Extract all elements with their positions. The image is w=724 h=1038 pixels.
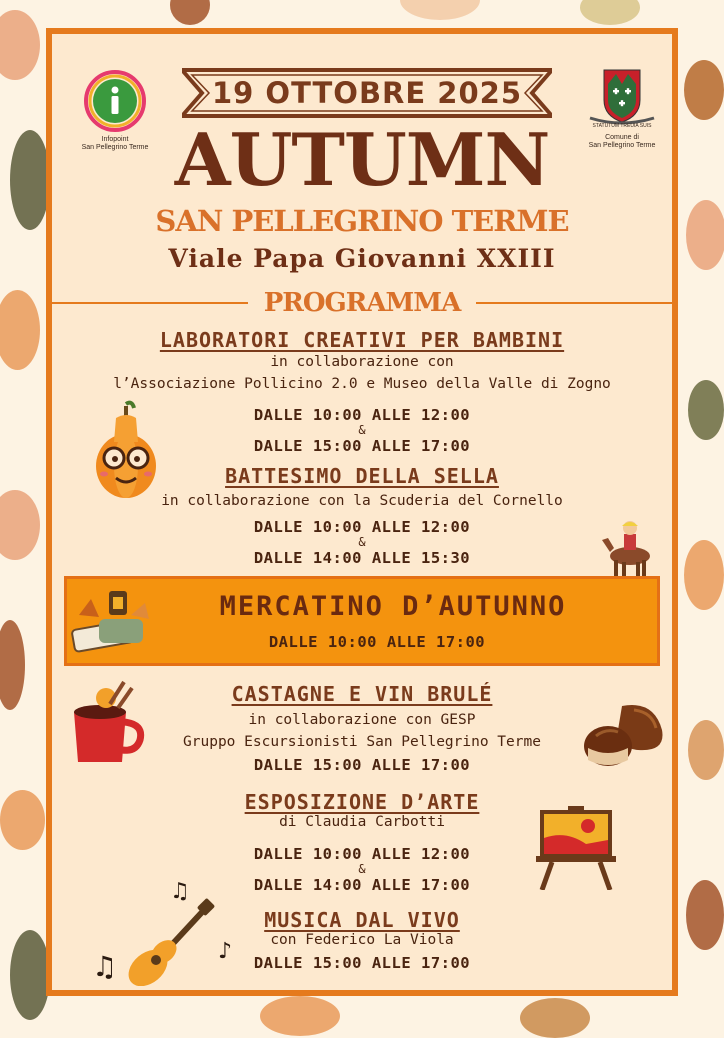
comune-label-2: San Pellegrino Terme — [588, 142, 656, 149]
leaf-decoration — [0, 10, 40, 80]
esposizione-amp: & — [358, 862, 366, 876]
mercatino-title: MERCATINO D’AUTUNNO — [219, 591, 567, 622]
battesimo-time1: DALLE 10:00 ALLE 12:00 — [253, 518, 471, 536]
battesimo-title: BATTESIMO DELLA SELLA — [225, 464, 499, 488]
mercatino-box — [64, 576, 660, 666]
castagne-sub2: Gruppo Escursionisti San Pellegrino Terme — [183, 734, 541, 750]
coat-of-arms-icon — [580, 66, 664, 128]
laboratori-title: LABORATORI CREATIVI PER BAMBINI — [159, 328, 565, 352]
guitar-icon — [88, 874, 238, 986]
leaf-decoration — [684, 60, 724, 120]
svg-text:♫: ♫ — [92, 950, 118, 983]
leaf-decoration — [0, 620, 25, 710]
leaf-decoration — [260, 996, 340, 1036]
musica-time1: DALLE 15:00 ALLE 17:00 — [253, 954, 471, 972]
infopoint-label-1: Infopoint — [101, 136, 129, 143]
mercatino-time1: DALLE 10:00 ALLE 17:00 — [268, 633, 486, 651]
castagne-time1: DALLE 15:00 ALLE 17:00 — [253, 756, 471, 774]
esposizione-time2: DALLE 14:00 ALLE 17:00 — [253, 876, 471, 894]
date-banner — [182, 66, 552, 120]
svg-text:♪: ♪ — [218, 939, 233, 964]
chestnuts-icon — [582, 700, 666, 770]
comune-motto: STATUTUM TREUIA SUIS — [592, 123, 652, 129]
event-location: SAN PELLEGRINO TERME — [155, 204, 569, 238]
castagne-sub1: in collaborazione con GESP — [248, 712, 476, 728]
svg-text:♫: ♫ — [170, 879, 190, 904]
laboratori-time1: DALLE 10:00 ALLE 12:00 — [253, 406, 471, 424]
leaf-decoration — [10, 130, 50, 230]
laboratori-time2: DALLE 15:00 ALLE 17:00 — [253, 437, 471, 455]
laboratori-amp: & — [358, 423, 366, 437]
leaf-decoration — [10, 930, 50, 1020]
leaf-decoration — [0, 490, 40, 560]
horse-rider-icon — [596, 518, 660, 578]
poster-panel — [46, 28, 678, 996]
laboratori-sub1: in collaborazione con — [270, 354, 454, 370]
esposizione-title: ESPOSIZIONE D’ARTE — [244, 790, 480, 814]
leaf-decoration — [688, 380, 724, 440]
leaf-decoration — [400, 0, 480, 20]
laboratori-sub2: l’Associazione Pollicino 2.0 e Museo della Valle di Zogno — [113, 376, 611, 392]
event-street: Viale Papa Giovanni XXIII — [168, 244, 556, 273]
programma-heading: PROGRAMMA — [263, 288, 461, 318]
battesimo-time2: DALLE 14:00 ALLE 15:30 — [253, 549, 471, 567]
leaf-decoration — [170, 0, 210, 25]
battesimo-amp: & — [358, 535, 366, 549]
esposizione-time1: DALLE 10:00 ALLE 12:00 — [253, 845, 471, 863]
leaf-decoration — [688, 720, 724, 780]
leaf-decoration — [0, 290, 40, 370]
mulled-wine-mug-icon — [66, 678, 146, 768]
leaf-decoration — [580, 0, 640, 25]
comune-label-1: Comune di — [605, 134, 639, 141]
easel-painting-icon — [536, 804, 616, 890]
leaf-decoration — [686, 880, 724, 950]
leaf-decoration — [686, 200, 724, 270]
leaf-decoration — [0, 790, 45, 850]
castagne-title: CASTAGNE E VIN BRULÉ — [231, 682, 493, 706]
musica-sub1: con Federico La Viola — [270, 932, 454, 948]
esposizione-sub1: di Claudia Carbotti — [279, 814, 445, 830]
event-title: AUTUMN — [174, 117, 550, 202]
infopoint-label-2: San Pellegrino Terme — [81, 144, 149, 151]
event-date: 19 OTTOBRE 2025 — [211, 76, 523, 110]
musica-title: MUSICA DAL VIVO — [264, 908, 460, 932]
leaf-decoration — [520, 998, 590, 1038]
battesimo-sub1: in collaborazione con la Scuderia del Cornello — [161, 493, 563, 509]
